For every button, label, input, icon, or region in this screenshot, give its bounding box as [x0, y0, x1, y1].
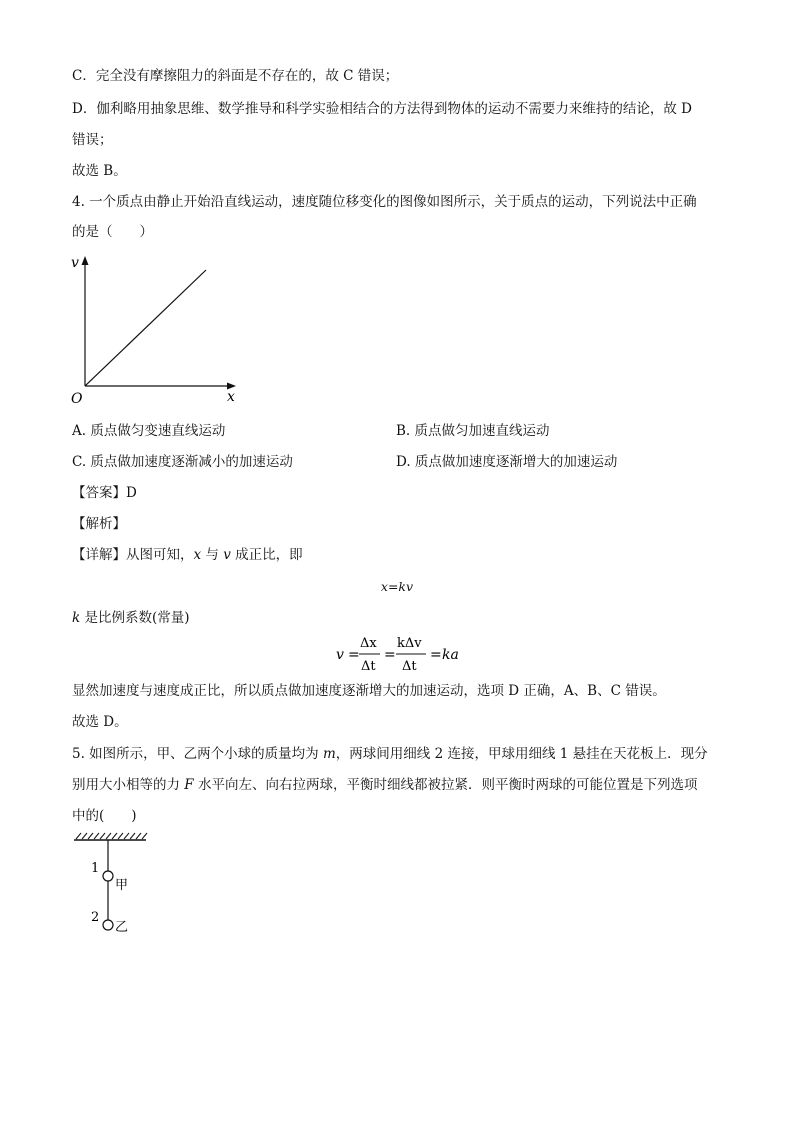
- q4-conclusion-1: 显然加速度与速度成正比，所以质点做加速度逐渐增大的加速运动，选项 D 正确，A、B、C 错误。: [72, 683, 666, 699]
- y-axis-label: v: [71, 255, 79, 271]
- ball-jia: [103, 871, 113, 881]
- eq-equals: =: [348, 647, 360, 663]
- answer-label: 【答案】: [72, 485, 126, 501]
- eq-v: v: [336, 647, 344, 663]
- detail-text: 与: [201, 547, 224, 563]
- ball-yi: [103, 920, 113, 930]
- q4-stem-line-1: 4. 一个质点由静止开始沿直线运动，速度随位移变化的图像如图所示，关于质点的运动，下列说法中正确: [72, 194, 697, 210]
- detail-text: 从图可知，: [126, 547, 194, 563]
- string-1-label: 1: [91, 861, 100, 876]
- answer-value: D: [126, 485, 137, 501]
- q5-hanging-balls-figure: [70, 828, 160, 938]
- eq-equals: =: [430, 647, 442, 663]
- q5-stem-line-2: [72, 775, 697, 795]
- prev-option-d-text-2: 错误；: [72, 132, 113, 148]
- prev-option-c-text: C．完全没有摩擦阻力的斜面是不存在的，故 C 错误；: [72, 68, 399, 84]
- y-axis-arrow: [82, 256, 89, 265]
- eq-den1: Δt: [361, 659, 376, 674]
- q4-detail: [72, 545, 303, 565]
- equation-acceleration: [330, 632, 470, 676]
- q5-stem-line-3: 中的( ): [72, 808, 137, 824]
- equation-x-kv: x=kv: [380, 579, 414, 594]
- k-text: 是比例系数(常量): [80, 610, 190, 626]
- q5-stem-line-1: [72, 744, 708, 764]
- q5-stem-text: 别用大小相等的力: [72, 777, 185, 793]
- eq-num2: kΔv: [397, 636, 422, 651]
- ball-yi-label: 乙: [115, 920, 129, 935]
- eq-rhs: ka: [442, 647, 459, 663]
- q4-stem-line-2: 的是（ ）: [72, 224, 153, 240]
- graph-line: [85, 270, 206, 386]
- k-definition: [72, 608, 190, 628]
- detail-label: 【详解】: [72, 547, 126, 563]
- eq-num1: Δx: [360, 636, 377, 651]
- detail-text: 成正比，即: [230, 547, 303, 563]
- ball-jia-label: 甲: [115, 878, 129, 893]
- prev-conclusion: 故选 B。: [72, 163, 127, 179]
- x-axis-label: x: [227, 389, 235, 405]
- q4-option-d: D. 质点做加速度逐渐增大的加速运动: [396, 454, 618, 470]
- ceiling-hatching: [76, 833, 147, 839]
- var-x: x: [193, 547, 202, 563]
- var-k: k: [72, 610, 81, 626]
- eq-den2: Δt: [402, 659, 417, 674]
- var-F: F: [184, 777, 194, 793]
- q4-conclusion-2: 故选 D。: [72, 714, 128, 730]
- var-m: m: [322, 746, 336, 762]
- q4-option-a: A. 质点做匀变速直线运动: [72, 423, 226, 439]
- prev-option-d-text-1: D．伽利略用抽象思维、数学推导和科学实验相结合的方法得到物体的运动不需要力来维持的结论，故 D: [72, 101, 692, 117]
- origin-label: O: [71, 391, 83, 407]
- q5-stem-text: 水平向左、向右拉两球，平衡时细线都被拉紧．则平衡时两球的可能位置是下列选项: [193, 777, 698, 793]
- string-2-label: 2: [91, 910, 100, 925]
- q5-stem-text: 5. 如图所示，甲、乙两个小球的质量均为: [72, 746, 323, 762]
- q4-option-c: C. 质点做加速度逐渐减小的加速运动: [72, 454, 293, 470]
- q4-option-b: B. 质点做匀加速直线运动: [396, 423, 550, 439]
- var-v: v: [223, 547, 231, 563]
- q4-answer: [72, 483, 137, 503]
- q5-stem-text: ，两球间用细线 2 连接，甲球用细线 1 悬挂在天花板上．现分: [335, 746, 708, 762]
- eq-equals: =: [384, 647, 396, 663]
- q4-analysis-label: 【解析】: [72, 516, 126, 532]
- q4-vx-graph: [60, 250, 250, 410]
